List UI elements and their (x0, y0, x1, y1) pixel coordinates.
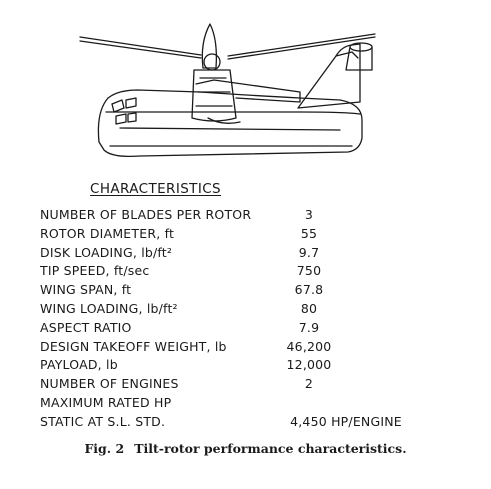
characteristics-table (40, 206, 460, 432)
row-value: 46,200 (286, 338, 332, 354)
row-value: 750 (296, 263, 322, 279)
row-rotor-diameter (40, 225, 460, 244)
right-rotor-blade (228, 34, 375, 59)
row-value: 12,000 (286, 357, 332, 373)
characteristics-heading: CHARACTERISTICS (90, 181, 222, 197)
row-payload (40, 356, 460, 375)
row-wing-loading (40, 300, 460, 319)
row-label: WING LOADING, lb/ft² (40, 300, 178, 316)
row-value: 9.7 (298, 244, 320, 260)
row-label: DISK LOADING, lb/ft² (40, 244, 173, 260)
row-label: STATIC AT S.L. STD. (40, 413, 166, 429)
row-value: 67.8 (294, 282, 324, 298)
row-static-sl-std (40, 413, 460, 432)
row-label: ASPECT RATIO (40, 319, 132, 335)
row-takeoff-weight (40, 338, 460, 357)
row-label: NUMBER OF BLADES PER ROTOR (40, 207, 252, 222)
cockpit-windows (112, 98, 136, 124)
row-value: 55 (300, 225, 318, 241)
row-blades-per-rotor (40, 206, 460, 225)
row-value: 3 (304, 207, 314, 222)
tail-stabilizer (350, 43, 372, 51)
row-tip-speed (40, 262, 460, 281)
row-number-of-engines (40, 375, 460, 394)
figure-title: Tilt-rotor performance characteristics. (134, 441, 407, 456)
row-label: MAXIMUM RATED HP (40, 394, 172, 410)
row-value: 7.9 (298, 319, 320, 335)
row-value: 80 (300, 300, 318, 316)
row-aspect-ratio (40, 319, 460, 338)
row-label: ROTOR DIAMETER, ft (40, 225, 175, 241)
row-disk-loading (40, 244, 460, 263)
row-value: 4,450 HP/ENGINE (290, 413, 402, 429)
row-label: PAYLOAD, lb (40, 357, 118, 373)
wing (196, 80, 300, 102)
row-max-rated-hp (40, 394, 460, 413)
row-label: TIP SPEED, ft/sec (40, 263, 150, 279)
row-label: WING SPAN, ft (40, 282, 132, 298)
row-wing-span (40, 281, 460, 300)
left-rotor-blade (80, 37, 201, 58)
figure-number: Fig. 2 (84, 441, 125, 456)
row-label: NUMBER OF ENGINES (40, 376, 179, 392)
row-value: 2 (304, 376, 314, 392)
row-label: DESIGN TAKEOFF WEIGHT, lb (40, 338, 227, 354)
tilt-rotor-aircraft-drawing (0, 0, 491, 180)
figure-caption (0, 441, 491, 456)
